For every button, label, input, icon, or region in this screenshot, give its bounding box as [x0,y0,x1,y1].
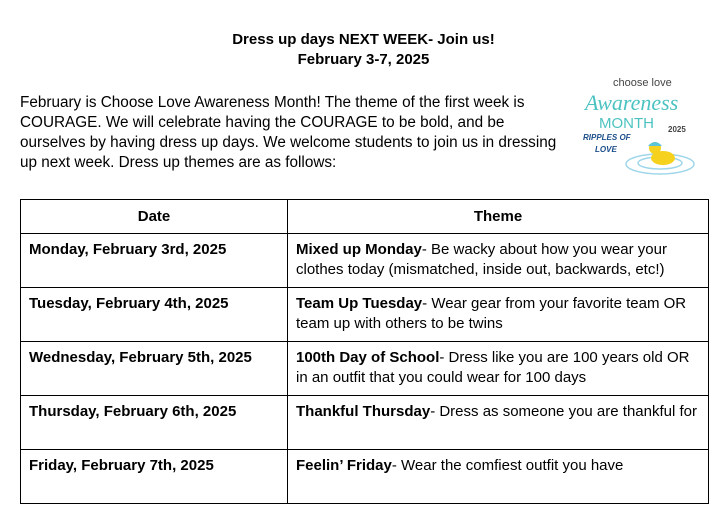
theme-cell [288,450,709,504]
theme-description: - Wear gear from your favorite team OR team up with others to be twins [296,295,687,332]
theme-description: - Dress like you are 100 years old OR in an outfit that you could wear for 100 days [296,349,690,386]
theme-cell [288,288,709,342]
theme-cell [288,396,709,450]
theme-name: Team Up Tuesday [296,295,423,312]
theme-name: Mixed up Monday [296,241,422,258]
page-title [0,30,727,70]
theme-description: - Wear the comfiest outfit you have [391,457,624,474]
table-row [21,288,709,342]
column-header-theme: Theme [288,200,709,234]
logo-main: Awareness [585,90,679,115]
date-cell: Friday, February 7th, 2025 [21,450,288,504]
logo-top: choose love [613,77,672,89]
choose-love-logo [575,66,700,178]
theme-description: - Dress as someone you are thankful for [430,403,697,420]
logo-tag1: RIPPLES OF [583,133,631,142]
column-header-date: Date [21,200,288,234]
theme-name: Thankful Thursday [296,403,431,420]
date-cell: Monday, February 3rd, 2025 [21,234,288,288]
theme-cell [288,342,709,396]
intro-paragraph: February is Choose Love Awareness Month! The theme of the first week is COURAGE. We will celebrate having the COURAGE to be bold, and be ourselves by having dress up days. We welcome students to join us in dressing up next week. Dress up themes are as follows: [20,94,557,171]
table-row [21,396,709,450]
table-row [21,450,709,504]
date-cell: Wednesday, February 5th, 2025 [21,342,288,396]
table-row [21,234,709,288]
date-cell: Thursday, February 6th, 2025 [21,396,288,450]
theme-description: - Be wacky about how you wear your clothes today (mismatched, inside out, backwards, etc!) [296,241,667,278]
date-range: February 3-7, 2025 [297,51,430,68]
logo-year: 2025 [668,125,686,134]
table-row [21,342,709,396]
logo-tag2: LOVE [595,145,617,154]
theme-cell [288,234,709,288]
date-cell: Tuesday, February 4th, 2025 [21,288,288,342]
table-header-row [21,200,709,234]
title-line: Dress up days NEXT WEEK- Join us! [232,31,495,48]
logo-sub: MONTH [599,115,654,132]
theme-name: 100th Day of School [296,349,440,366]
dress-up-table [20,199,709,504]
theme-name: Feelin’ Friday [296,457,392,474]
